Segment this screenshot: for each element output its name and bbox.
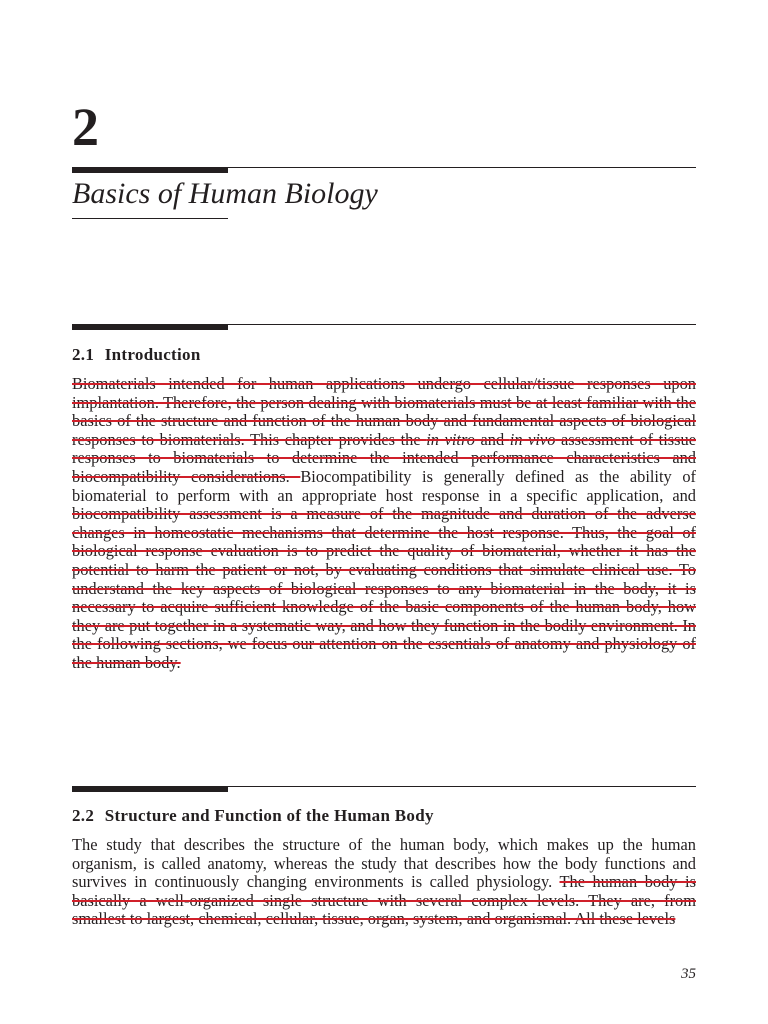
- struck-text-run: Biomaterials intended for human applications undergo cellular/tissue responses upon implantation. Therefore, the person dealing with biomaterials must be at least familiar with the basics of the structure and function of the human body and fundamental aspects of biological responses to biomaterials. This chapter provides the: [72, 374, 696, 449]
- section-heading-structure-function: [72, 806, 434, 826]
- chapter-title: Basics of Human Biology: [72, 177, 378, 210]
- struck-text-run: biocompatibility assessment is a measure of the magnitude and duration of the adverse changes in homeostatic mechanisms that determine the host response. Thus, the goal of biological response evaluation is to predict the quality of biomaterial, whether it has the potential to harm the patient or not, by evaluating conditions that simulate clinical use. To understand the key aspects of biological responses to any biomaterial in the body, it is necessary to acquire sufficient knowledge of the basic components of the human body, how they are put together in a systematic way, and how they function in the bodily environment. In the following sections, we focus our attention on the essentials of anatomy and physiology of the human body.: [72, 504, 696, 672]
- page-number: 35: [681, 966, 696, 982]
- section-number: 2.2: [72, 806, 95, 825]
- struck-text-run: The human body is basically a well-organized single structure with several complex levels. They are, from smallest to largest, chemical, cellular, tissue, organ, system, and organismal. All these levels: [72, 872, 696, 929]
- section-heading-introduction: [72, 345, 201, 365]
- text-run: The study that describes the structure of the human body, which makes up the human organism, is called anatomy, whereas the study that describes how the body functions and survives in continuously changing environments is called physiology.: [72, 835, 696, 892]
- section-1-paragraph: [72, 375, 696, 673]
- section-number: 2.1: [72, 345, 95, 364]
- section-2-paragraph: [72, 836, 696, 929]
- chapter-rule-thin: [228, 167, 696, 168]
- section-2-rule-thin: [228, 786, 696, 787]
- section-title: Introduction: [104, 345, 201, 364]
- struck-text-run: in vitro: [426, 429, 475, 449]
- struck-text-run: assessment of tissue responses to biomaterials to determine the intended performance characteristics and biocompatibility considerations.: [72, 429, 696, 486]
- section-title: Structure and Function of the Human Body: [104, 806, 434, 825]
- struck-text-run: and: [474, 429, 510, 449]
- chapter-rule-thick: [72, 167, 228, 173]
- chapter-number: 2: [72, 97, 99, 157]
- section-2-rule-thick: [72, 786, 228, 792]
- struck-text-run: in vivo: [509, 429, 556, 449]
- section-1-rule-thick: [72, 324, 228, 330]
- chapter-title-underline: [72, 218, 228, 219]
- text-run: Biocompatibility is generally defined as the ability of biomaterial to perform with an appropriate host response in a specific application, and: [72, 466, 696, 505]
- section-1-rule-thin: [228, 324, 696, 325]
